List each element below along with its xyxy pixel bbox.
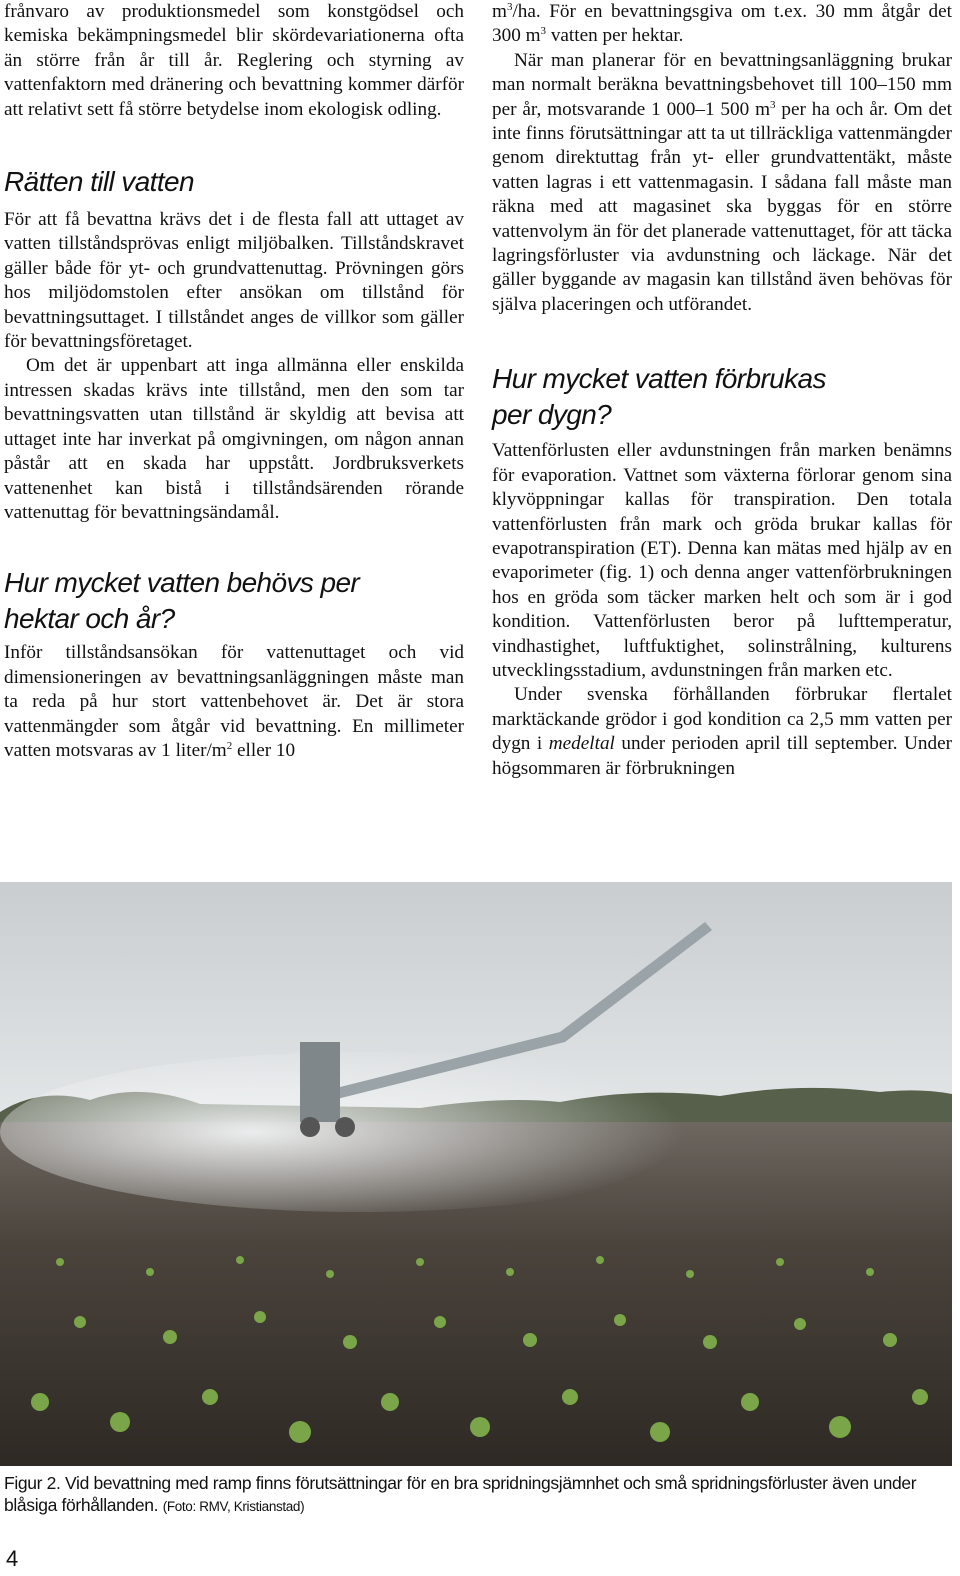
heading-vatten-per-dygn: [492, 361, 952, 433]
text-run: eller 10: [232, 739, 296, 761]
text-run: När man planerar för en bevattningsanläggning brukar man normalt beräkna bevattningsbehovet till 100–150 mm per år, motsvarande 1 000–1 500 m: [492, 49, 952, 120]
paragraph-ratten-2: Om det är uppenbart att inga allmänna eller enskilda intressen skadas krävs inte tillstånd, men den som tar bevattningsvatten utan tillstånd är skyldig att bevisa att uttaget inte har inverkat på omgivningen, om någon annan påstår att en skada har uppstått. Jordbruksverkets vattenenhet kan bistå i tillståndsärenden rörande vattenuttag för bevattningsändamål.: [4, 355, 464, 523]
right-column: [492, 0, 952, 781]
text-run: /ha. För en bevattningsgiva om t.ex. 30 mm åtgår det 300 m: [492, 1, 952, 47]
paragraph-continuation: [492, 0, 952, 49]
heading-line: Hur mycket vatten förbrukas: [492, 363, 826, 395]
wheel: [335, 1117, 355, 1137]
paragraph-planerar: [492, 49, 952, 317]
water-mist: [0, 1052, 720, 1212]
text-run: Inför tillståndsansökan för vattenuttaget och vid dimensioneringen av bevattningsanläggningen måste man ta reda på hur stort vattenbehovet är. Det är stora vattenmängder som åtgår vid bevattning. En millimeter vatten motsvaras av 1 liter/m: [4, 642, 464, 761]
superscript: 3: [506, 1, 513, 13]
heading-line: hektar och år?: [4, 603, 175, 635]
paragraph-ratten-1: För att få bevattna krävs det i de flesta fall att uttaget av vatten tillståndsprövas enligt miljöbalken. Tillståndskravet gäller både för yt- och grundvattenuttag. Prövningen görs hos miljödomstolen efter ansökan om tillstånd för bevattningsuttaget. I tillståndet anges de villkor som gäller för bevattningsföretaget.: [4, 209, 464, 353]
superscript: 2: [226, 739, 233, 752]
left-column: [4, 0, 464, 763]
emphasis: medeltal: [548, 733, 615, 755]
heading-vatten-per-hektar: [4, 565, 464, 637]
heading-ratten-till-vatten: Rätten till vatten: [4, 166, 194, 198]
text-run: m: [492, 1, 507, 22]
boom-tower: [300, 1042, 340, 1122]
wheel: [300, 1117, 320, 1137]
paragraph-behovs: [4, 641, 464, 763]
caption-text: Figur 2. Vid bevattning med ramp finns förutsättningar för en bra spridningsjämnhet och små spridningsförluster även under blåsiga förhållanden.: [4, 1473, 917, 1515]
text-run: Under svenska förhållanden förbrukar flertalet marktäckande grödor i god kondition ca 2,5 mm vatten per dygn i: [492, 684, 952, 755]
paragraph-forbrukas-1: Vattenförlusten eller avdunstningen från marken benämns för evaporation. Vattnet som växterna förlorar genom sina klyvöppningar kallas för transpiration. Den totala vattenförlusten från mark och gröda brukar kallas för evapotranspiration (ET). Denna kan mätas med hjälp av en evaporimeter (fig. 1) och denna anger vattenförbrukningen hos en gröda som täcker marken helt och som är i god kondition. Vattenförlusten beror på lufttemperatur, vindhastighet, luftfuktighet, solinstrålning, kulturens utvecklingsstadium, avdunstningen från marken etc.: [492, 440, 952, 681]
heading-line: Hur mycket vatten behövs per: [4, 567, 360, 599]
heading-line: per dygn?: [492, 399, 612, 431]
figure-caption: [4, 1472, 944, 1518]
superscript: 3: [770, 98, 776, 111]
page-number: 4: [6, 1546, 19, 1571]
text-run: per ha och år. Om det inte finns förutsättningar att ta ut tillräckliga vattenmängder genom direktuttag från yt- eller grundvattentäkt, måste vatten lagras i ett vattenmagasin. I sådana fall måste man räkna med att magasinet ska byggas för en större vattenvolym än för det planerade vattenuttaget, för att täcka lagringsförluster via avdunstning och läckage. När det gäller byggande av magasin kan tillstånd även behövas för själva placeringen och utförandet.: [492, 98, 952, 315]
text-run: vatten per hektar.: [546, 25, 684, 47]
irrigation-photo: [0, 882, 952, 1466]
photo-credit: (Foto: RMV, Kristianstad): [162, 1499, 305, 1514]
irrigation-illustration: [0, 882, 952, 1466]
paragraph-intro: frånvaro av produktionsmedel som konstgödsel och kemiska bekämpningsmedel blir skördevariationerna ofta än större från år till år. Reglering och styrning av vattenfaktorn med dränering och bevattning kommer därför att relativt sett få större betydelse inom ekologisk odling.: [4, 1, 464, 120]
text-run: under perioden april till september. Under högsommaren är förbrukningen: [492, 733, 952, 779]
paragraph-forbrukas-2: [492, 683, 952, 781]
superscript: 3: [540, 25, 547, 38]
